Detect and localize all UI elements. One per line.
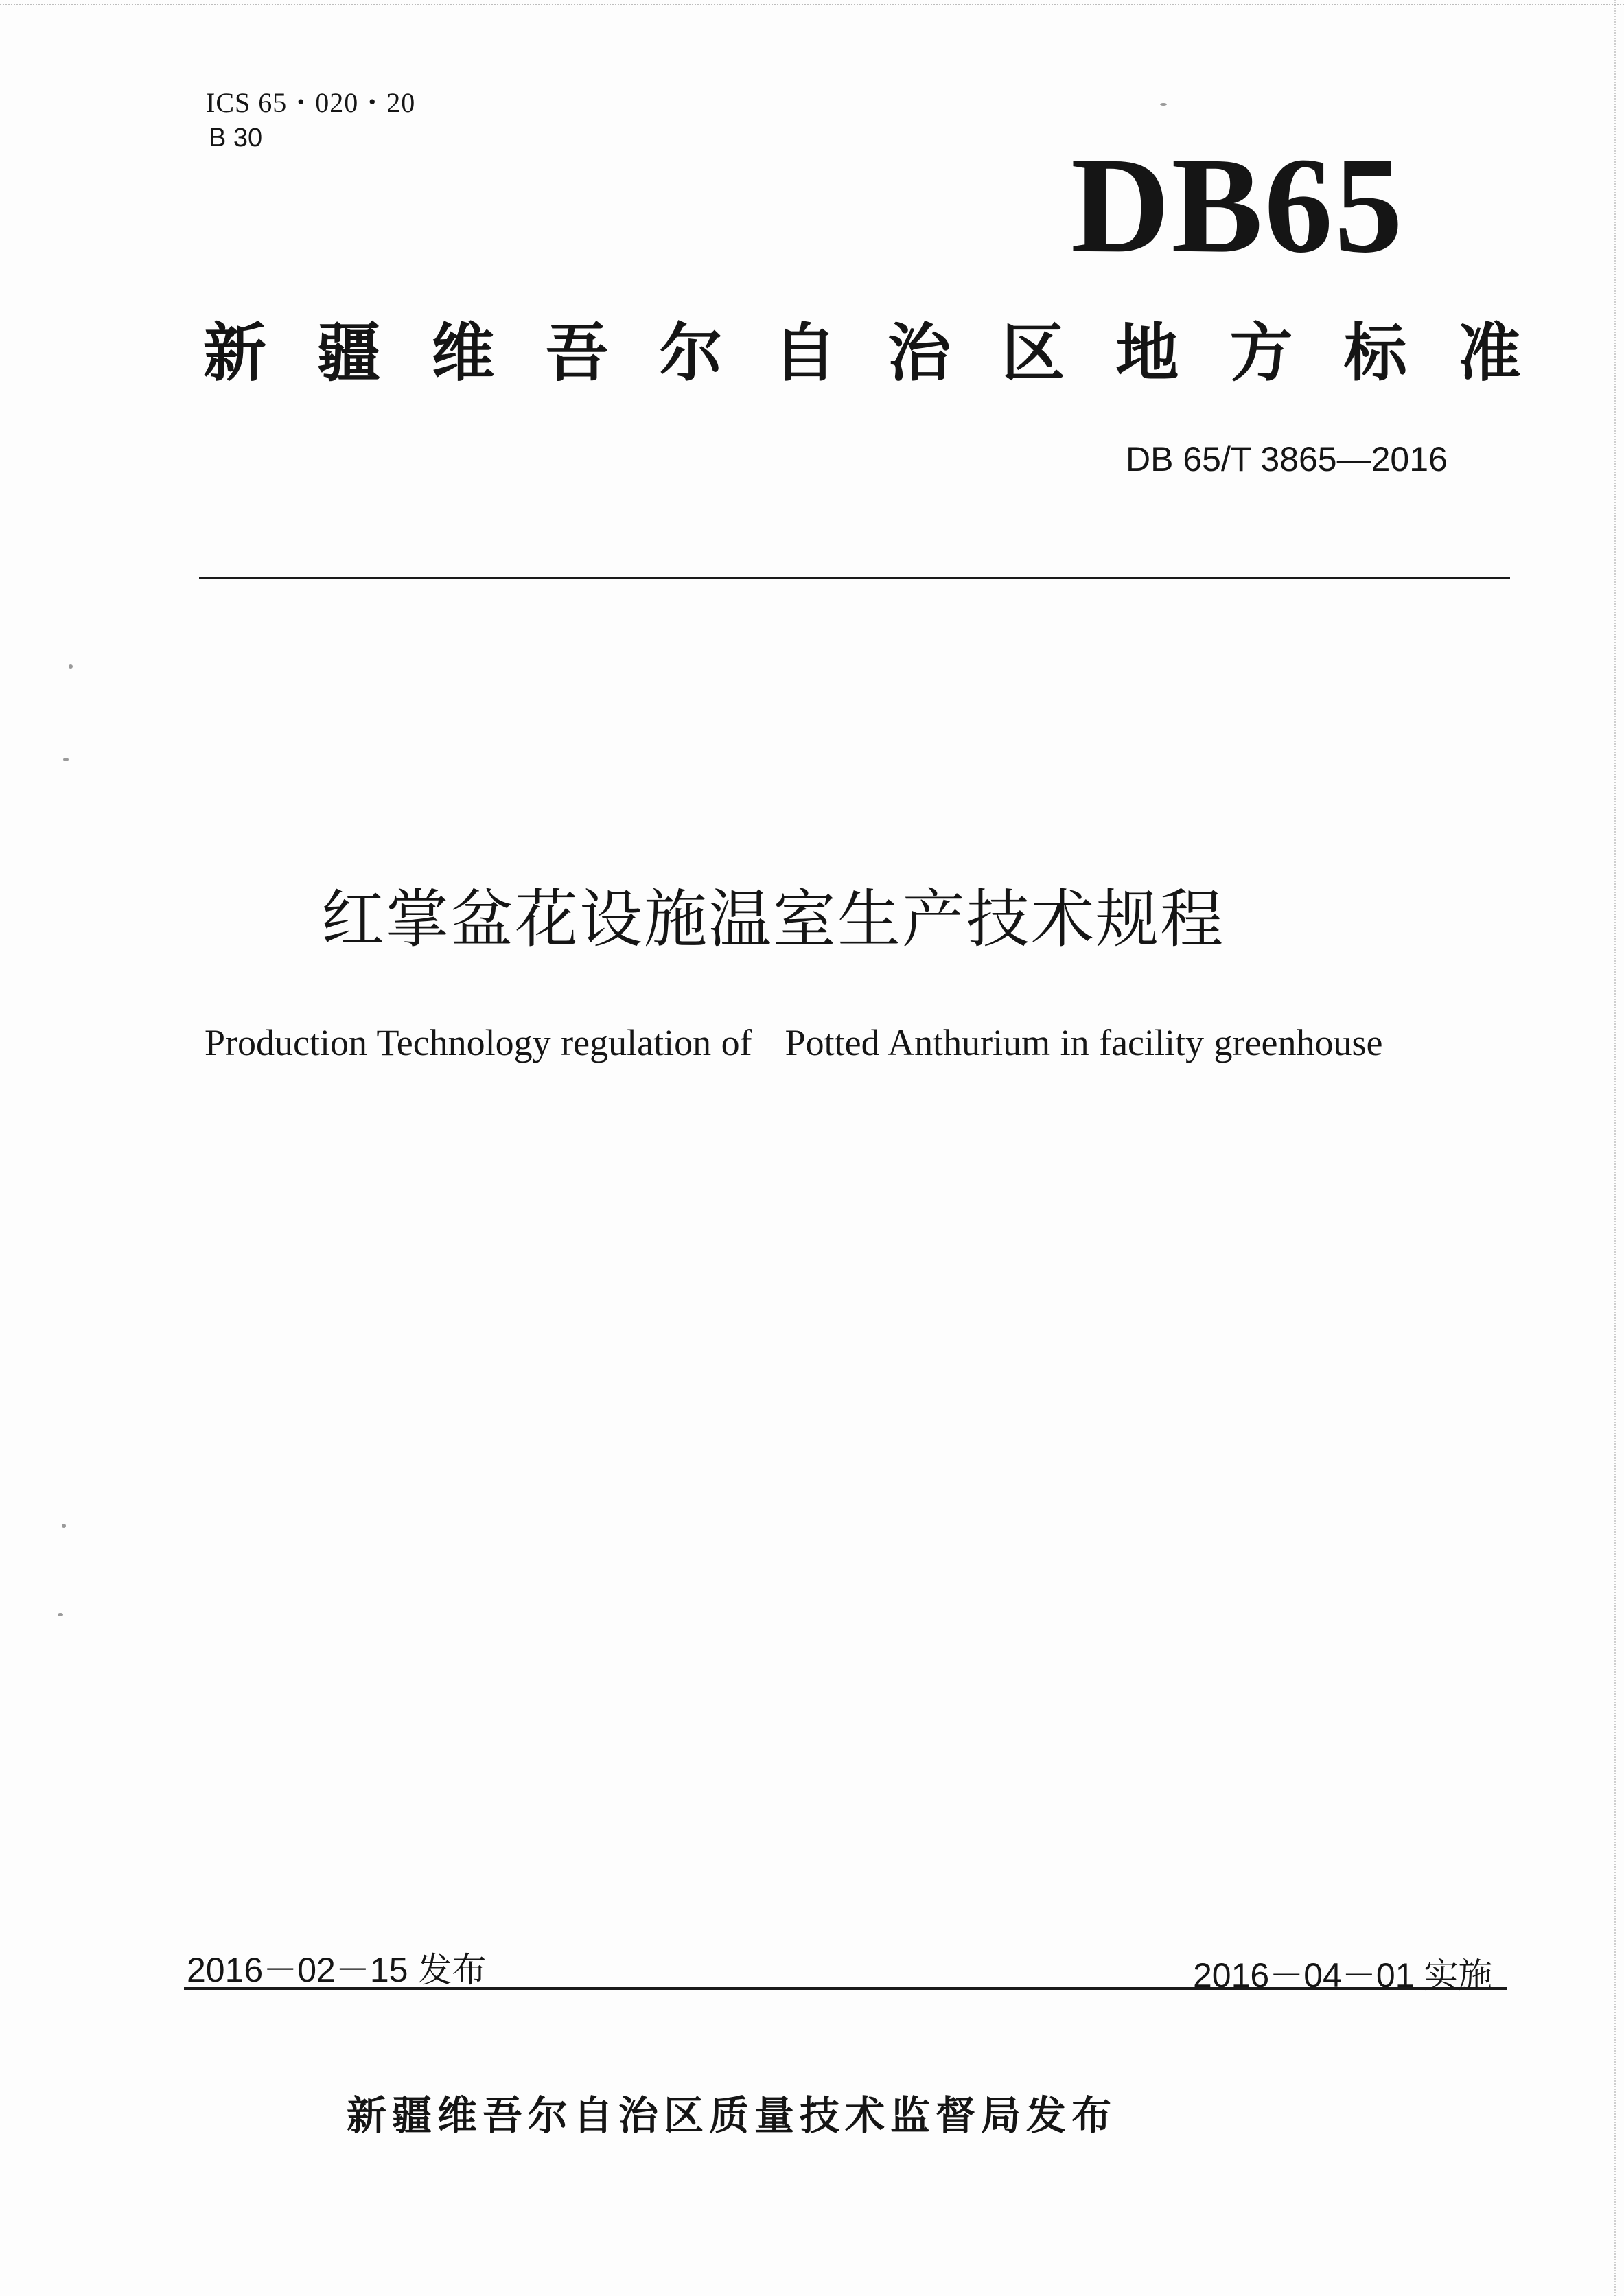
title-english-part2: Potted Anthurium in facility greenhouse xyxy=(785,1022,1383,1063)
standard-type-char: 吾 xyxy=(545,316,609,390)
scan-speck xyxy=(58,1613,63,1616)
scan-right-edge xyxy=(1614,0,1620,2296)
scan-speck xyxy=(69,664,73,669)
standard-type-char: 疆 xyxy=(317,316,381,390)
implementation-date: 2016－04－01 实施 xyxy=(1193,1956,1493,1995)
issuing-authority: 新疆维吾尔自治区质量技术监督局发布 xyxy=(347,2092,1117,2139)
title-english-part1: Production Technology regulation of xyxy=(205,1022,752,1063)
standard-type-char: 地 xyxy=(1115,316,1179,390)
standard-type-char: 准 xyxy=(1457,316,1521,390)
standard-type-char: 维 xyxy=(431,316,495,390)
document-title-english xyxy=(205,1021,1382,1064)
standard-type-char: 治 xyxy=(888,316,951,390)
issue-date: 2016－02－15 发布 xyxy=(187,1951,487,1989)
scan-top-edge xyxy=(0,0,1624,5)
standard-type-char: 方 xyxy=(1229,316,1293,390)
scan-speck xyxy=(63,758,69,761)
standard-number: DB 65/T 3865—2016 xyxy=(1126,440,1448,478)
scan-speck xyxy=(62,1524,66,1528)
standard-type-char: 区 xyxy=(1001,316,1065,390)
standard-type-heading xyxy=(203,316,1521,391)
db65-logo: DB65 xyxy=(1071,130,1404,281)
standard-type-char: 尔 xyxy=(659,316,723,390)
footer-divider xyxy=(184,1987,1507,1990)
header-divider xyxy=(199,577,1510,579)
ics-code: ICS 65・020・20 xyxy=(206,87,416,118)
document-title-chinese: 红掌盆花设施温室生产技术规程 xyxy=(321,883,1225,956)
scan-speck xyxy=(1160,103,1167,106)
standard-type-char: 新 xyxy=(203,316,267,390)
ccs-code: B 30 xyxy=(209,124,263,152)
standard-type-char: 标 xyxy=(1343,316,1407,390)
standard-type-char: 自 xyxy=(773,316,837,390)
